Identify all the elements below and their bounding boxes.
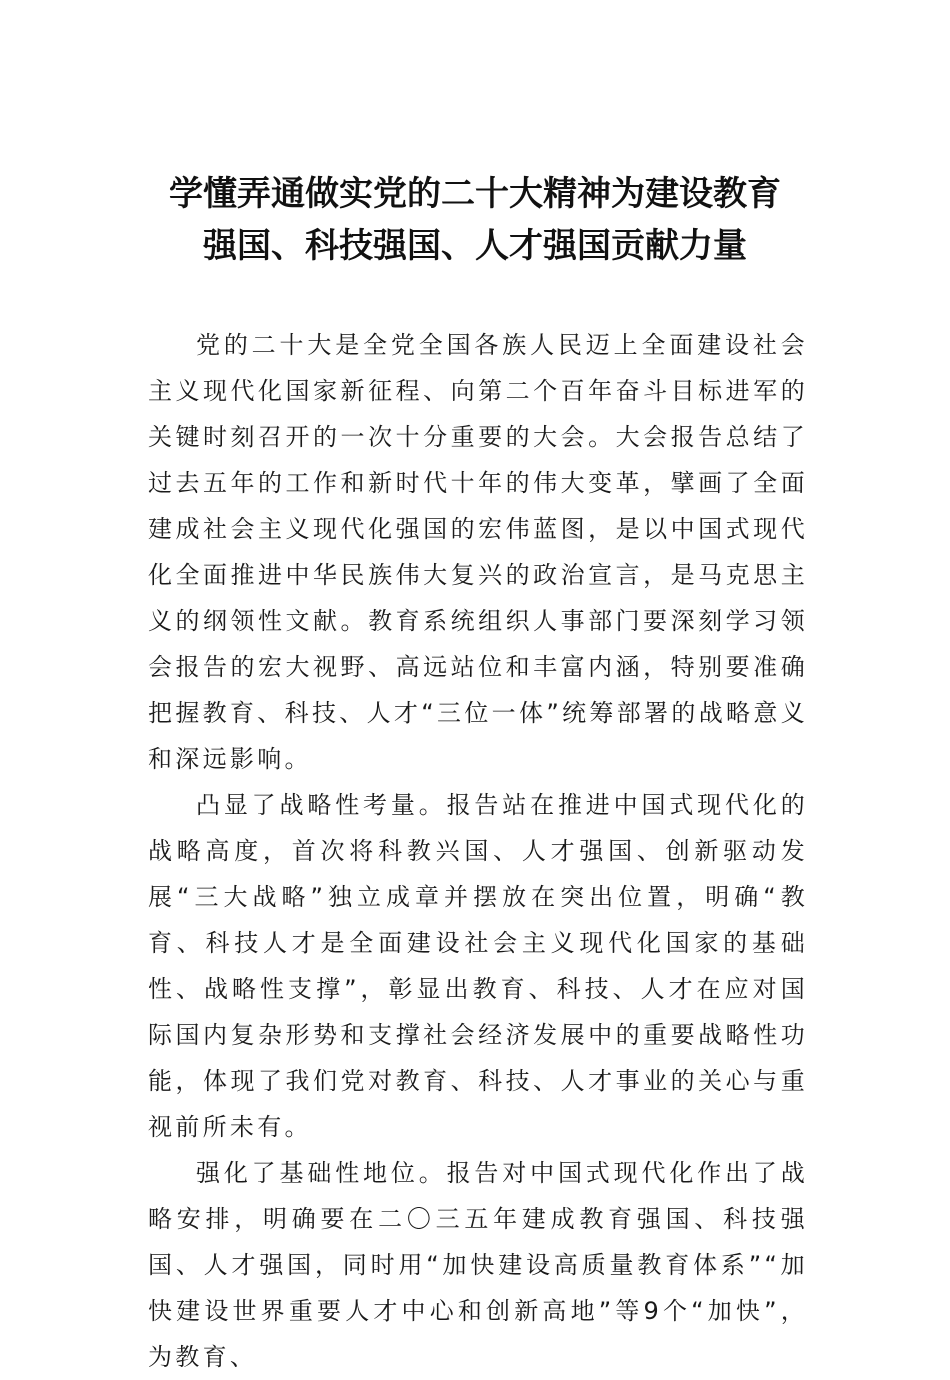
paragraph-2: 凸显了战略性考量。报告站在推进中国式现代化的战略高度，首次将科教兴国、人才强国、创新驱动发展“三大战略”独立成章并摆放在突出位置，明确“教育、科技人才是全面建设社会主义现代化国家的基础性、战略性支撑”，彰显出教育、科技、人才在应对国际国内复杂形势和支撑社会经济发展中的重要战略性功能，体现了我们党对教育、科技、人才事业的关心与重视前所未有。 <box>148 791 808 1141</box>
title-line-1: 学懂弄通做实党的二十大精神为建设教育 <box>169 174 781 214</box>
paragraph-3: 强化了基础性地位。报告对中国式现代化作出了战略安排，明确要在二〇三五年建成教育强国、科技强国、人才强国，同时用“加快建设高质量教育体系”“加快建设世界重要人才中心和创新高地”等9个“加快”，为教育、 <box>148 1159 808 1371</box>
title-line-2: 强国、科技强国、人才强国贡献力量 <box>203 226 747 266</box>
document-title <box>110 168 840 272</box>
paragraph-1: 党的二十大是全党全国各族人民迈上全面建设社会主义现代化国家新征程、向第二个百年奋斗目标进军的关键时刻召开的一次十分重要的大会。大会报告总结了过去五年的工作和新时代十年的伟大变革，擘画了全面建成社会主义现代化强国的宏伟蓝图，是以中国式现代化全面推进中华民族伟大复兴的政治宣言，是马克思主义的纲领性文献。教育系统组织人事部门要深刻学习领会报告的宏大视野、高远站位和丰富内涵，特别要准确把握教育、科技、人才“三位一体”统筹部署的战略意义和深远影响。 <box>148 331 808 773</box>
document-body <box>148 322 808 1380</box>
